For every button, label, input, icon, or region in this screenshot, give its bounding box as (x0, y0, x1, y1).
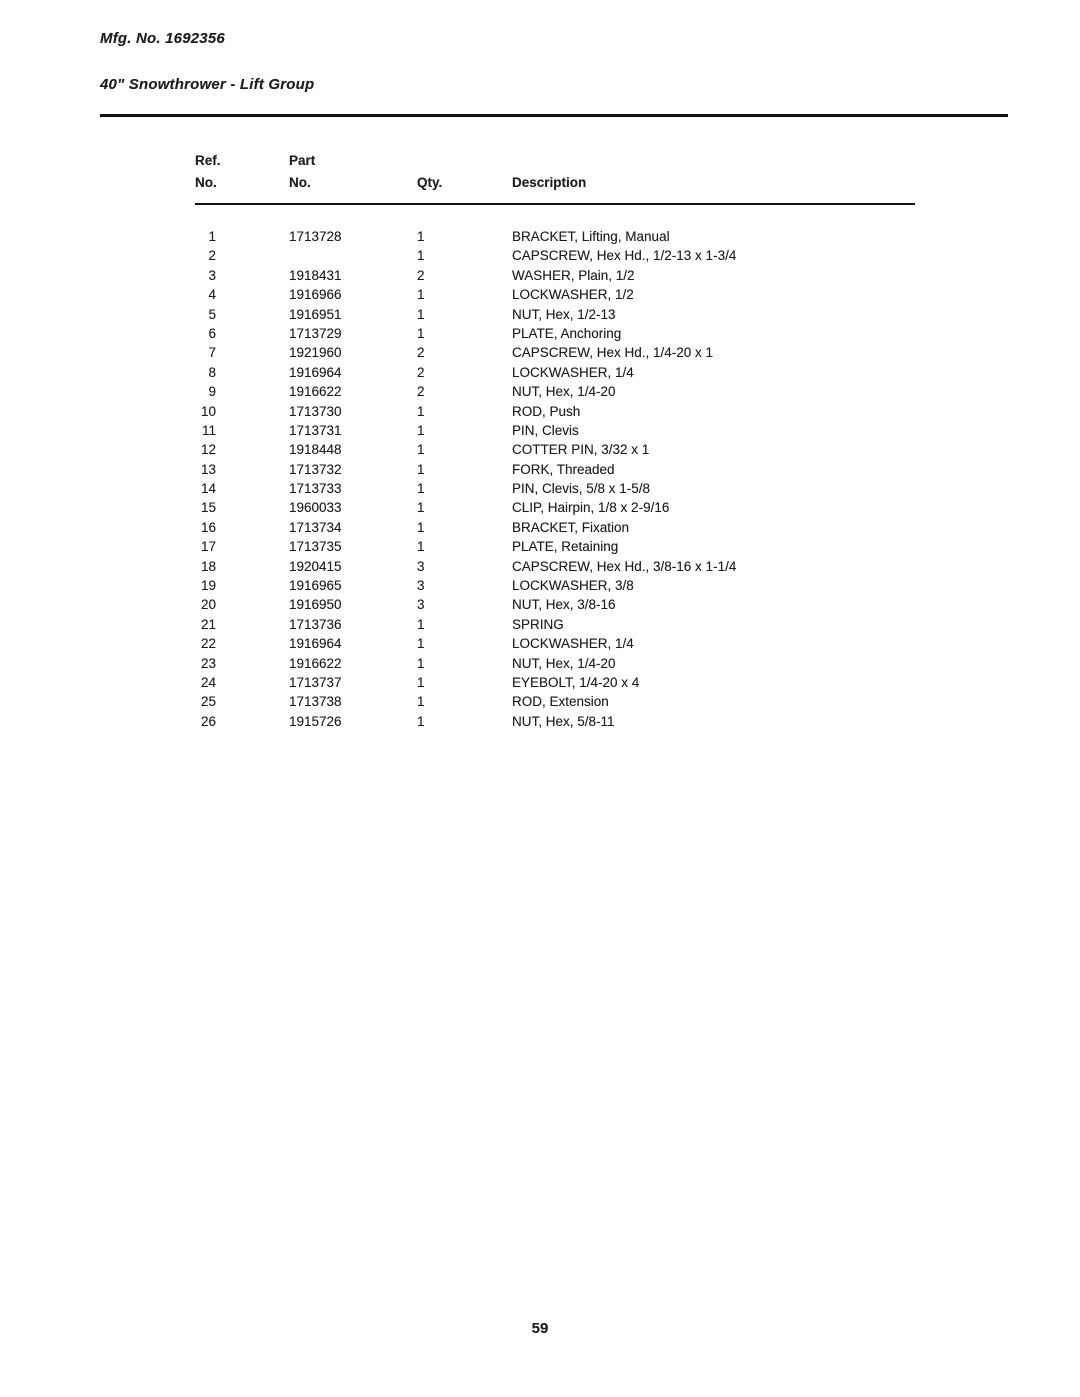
cell-ref: 1 (208, 229, 216, 244)
cell-part: 1916964 (289, 364, 342, 380)
cell-part: 1916622 (289, 384, 342, 400)
cell-qty: 2 (417, 364, 425, 380)
cell-ref: 11 (201, 422, 216, 438)
cell-qty: 2 (417, 384, 425, 400)
table-row (195, 557, 915, 576)
cell-ref: 26 (200, 713, 216, 729)
cell-part: 1916965 (289, 578, 342, 594)
cell-ref: 24 (200, 674, 216, 690)
cell-desc: BRACKET, Fixation (512, 519, 630, 535)
title-divider (100, 114, 1008, 117)
cell-part: 1713737 (289, 674, 342, 690)
cell-qty: 1 (417, 636, 425, 652)
table-row (195, 266, 915, 285)
cell-part: 1918448 (289, 442, 342, 458)
table-row (195, 692, 915, 711)
table-row (195, 421, 915, 440)
cell-part: 1916964 (289, 636, 342, 652)
cell-qty: 3 (417, 558, 425, 574)
cell-desc: NUT, Hex, 3/8-16 (512, 597, 616, 613)
header-ref-line2: No. (195, 175, 217, 190)
header-ref-line1: Ref. (195, 153, 221, 168)
table-row (195, 498, 915, 517)
cell-ref: 25 (200, 694, 216, 710)
table-row (195, 712, 915, 731)
table-row (195, 363, 915, 382)
cell-part: 1916950 (289, 597, 342, 613)
cell-desc: BRACKET, Lifting, Manual (512, 229, 670, 244)
cell-desc: SPRING (512, 616, 564, 632)
cell-ref: 16 (200, 519, 216, 535)
cell-qty: 1 (417, 403, 425, 419)
cell-ref: 18 (200, 558, 216, 574)
cell-part: 1713733 (289, 481, 342, 497)
header-description: Description (512, 175, 587, 190)
mfg-number: Mfg. No. 1692356 (100, 30, 225, 47)
cell-qty: 1 (417, 325, 425, 341)
cell-qty: 2 (417, 267, 425, 283)
table-row (195, 460, 915, 479)
cell-part: 1713736 (289, 616, 342, 632)
cell-part: 1921960 (289, 345, 342, 361)
cell-desc: NUT, Hex, 5/8-11 (512, 713, 615, 729)
cell-part: 1916966 (289, 287, 342, 303)
cell-qty: 2 (417, 345, 425, 361)
cell-ref: 22 (200, 636, 216, 652)
cell-part: 1713734 (289, 519, 342, 535)
cell-ref: 13 (200, 461, 216, 477)
cell-qty: 1 (417, 461, 425, 477)
cell-qty: 1 (417, 500, 425, 516)
cell-part: 1713728 (289, 229, 342, 244)
cell-ref: 6 (208, 325, 216, 341)
cell-qty: 1 (417, 519, 425, 535)
cell-qty: 1 (417, 539, 425, 555)
table-row (195, 324, 915, 343)
parts-table-body (195, 205, 915, 731)
cell-ref: 12 (200, 442, 216, 458)
cell-part: 1916951 (289, 306, 342, 322)
cell-ref: 5 (208, 306, 216, 322)
cell-desc: PIN, Clevis (512, 422, 579, 438)
cell-ref: 7 (208, 345, 216, 361)
cell-qty: 1 (417, 655, 425, 671)
cell-part: 1918431 (289, 267, 342, 283)
cell-desc: LOCKWASHER, 1/4 (512, 636, 634, 652)
cell-qty: 1 (417, 616, 425, 632)
cell-part: 1915726 (289, 713, 342, 729)
table-row (195, 615, 915, 634)
cell-desc: LOCKWASHER, 1/4 (512, 364, 634, 380)
cell-qty: 1 (417, 248, 425, 264)
cell-qty: 1 (417, 422, 425, 438)
cell-desc: LOCKWASHER, 1/2 (512, 287, 634, 303)
cell-desc: PLATE, Retaining (512, 539, 619, 555)
parts-table (195, 150, 915, 731)
cell-part: 1713730 (289, 403, 342, 419)
table-row (195, 227, 915, 246)
cell-qty: 1 (417, 481, 425, 497)
cell-desc: LOCKWASHER, 3/8 (512, 578, 634, 594)
cell-qty: 1 (417, 694, 425, 710)
table-row (195, 402, 915, 421)
table-row (195, 246, 915, 265)
cell-ref: 14 (200, 481, 216, 497)
cell-desc: WASHER, Plain, 1/2 (512, 267, 635, 283)
cell-part: 1713735 (289, 539, 342, 555)
cell-qty: 3 (417, 578, 425, 594)
cell-part: 1713738 (289, 694, 342, 710)
cell-ref: 21 (200, 616, 216, 632)
table-row (195, 518, 915, 537)
table-row (195, 382, 915, 401)
cell-desc: CLIP, Hairpin, 1/8 x 2-9/16 (512, 500, 670, 516)
cell-desc: CAPSCREW, Hex Hd., 1/4-20 x 1 (512, 345, 714, 361)
table-row (195, 305, 915, 324)
table-row (195, 576, 915, 595)
cell-qty: 1 (417, 287, 425, 303)
cell-desc: NUT, Hex, 1/4-20 (512, 655, 616, 671)
cell-qty: 1 (417, 442, 425, 458)
table-row (195, 537, 915, 556)
table-row (195, 654, 915, 673)
cell-part: 1960033 (289, 500, 342, 516)
cell-ref: 9 (208, 384, 216, 400)
cell-ref: 3 (208, 267, 216, 283)
cell-part: 1713731 (289, 422, 342, 438)
table-row (195, 673, 915, 692)
cell-desc: NUT, Hex, 1/4-20 (512, 384, 616, 400)
cell-ref: 20 (200, 597, 216, 613)
page-number: 59 (531, 1320, 549, 1337)
table-row (195, 479, 915, 498)
cell-part: 1713732 (289, 461, 342, 477)
cell-desc: NUT, Hex, 1/2-13 (512, 306, 616, 322)
cell-desc: ROD, Extension (512, 694, 609, 710)
cell-desc: CAPSCREW, Hex Hd., 1/2-13 x 1-3/4 (512, 248, 737, 264)
cell-qty: 1 (417, 306, 425, 322)
header-part-no (289, 150, 417, 194)
header-qty: Qty. (417, 175, 443, 190)
cell-ref: 17 (200, 539, 216, 555)
cell-qty: 1 (417, 674, 425, 690)
cell-part (289, 246, 417, 265)
cell-part: 1916622 (289, 655, 342, 671)
cell-part: 1920415 (289, 558, 342, 574)
cell-desc: FORK, Threaded (512, 461, 615, 477)
cell-desc: CAPSCREW, Hex Hd., 3/8-16 x 1-1/4 (512, 558, 737, 574)
cell-ref: 19 (200, 578, 216, 594)
cell-ref: 8 (208, 364, 216, 380)
table-row (195, 440, 915, 459)
cell-qty: 1 (417, 229, 425, 244)
cell-desc: ROD, Push (512, 403, 581, 419)
header-part-line2: No. (289, 175, 311, 190)
cell-desc: COTTER PIN, 3/32 x 1 (512, 442, 650, 458)
cell-qty: 3 (417, 597, 425, 613)
header-ref-no (195, 150, 289, 194)
cell-desc: PLATE, Anchoring (512, 325, 622, 341)
table-row (195, 634, 915, 653)
cell-qty: 1 (417, 713, 425, 729)
cell-ref: 15 (200, 500, 216, 516)
cell-ref: 4 (208, 287, 216, 303)
cell-ref: 23 (200, 655, 216, 671)
table-row (195, 343, 915, 362)
header-part-line1: Part (289, 153, 316, 168)
cell-part: 1713729 (289, 325, 342, 341)
table-header-row (195, 150, 915, 194)
table-row (195, 285, 915, 304)
page-title: 40" Snowthrower - Lift Group (100, 76, 315, 93)
cell-desc: PIN, Clevis, 5/8 x 1-5/8 (512, 481, 651, 497)
cell-ref: 2 (208, 248, 216, 264)
cell-ref: 10 (200, 403, 216, 419)
cell-desc: EYEBOLT, 1/4-20 x 4 (512, 674, 640, 690)
table-row (195, 595, 915, 614)
